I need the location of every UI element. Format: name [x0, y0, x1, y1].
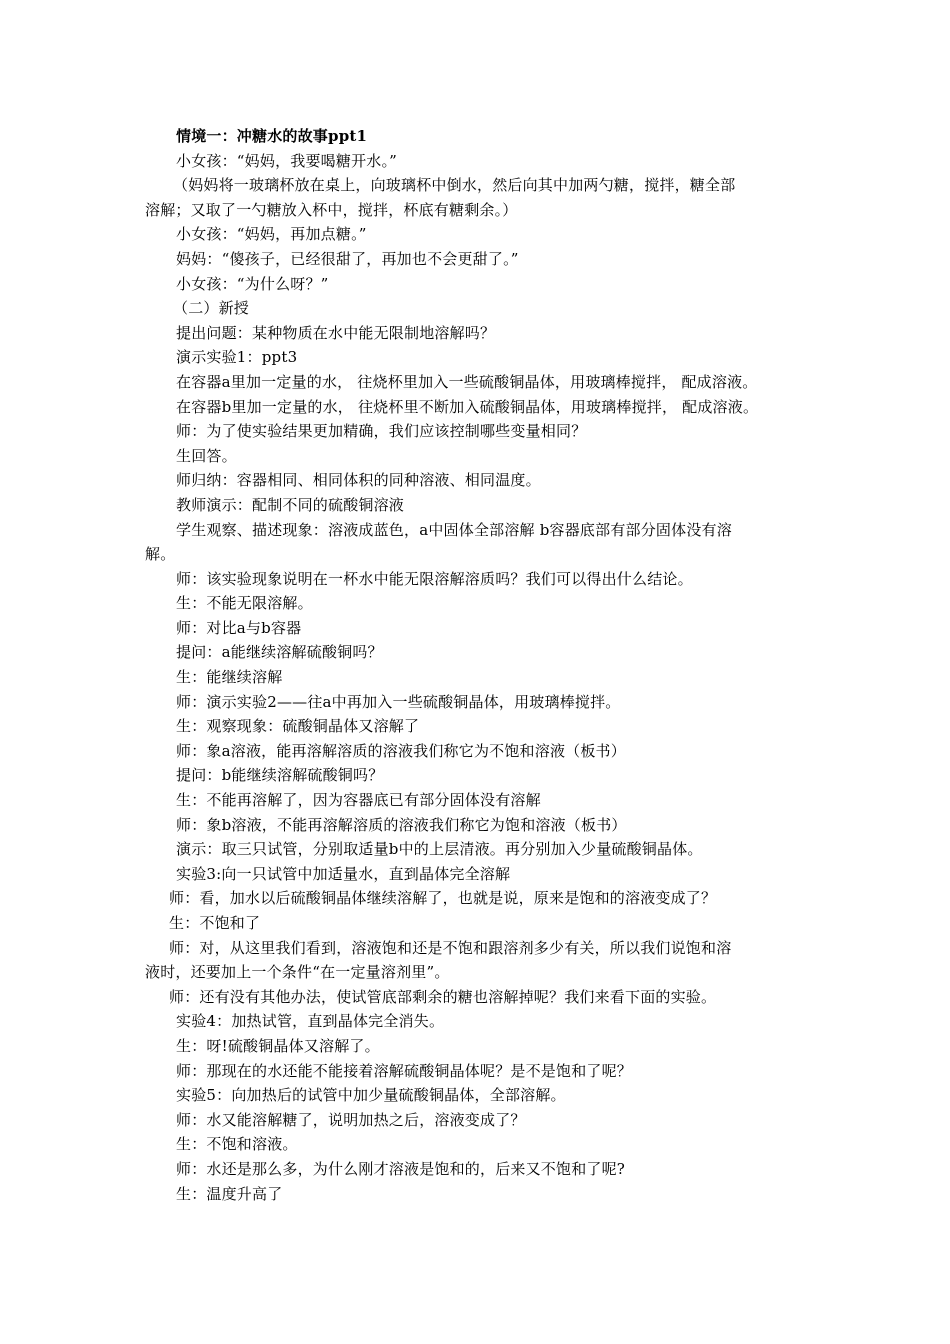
text-line: 小女孩：“妈妈，再加点糖。” [176, 225, 367, 244]
text-line: 生：不饱和了 [169, 914, 261, 932]
text-line: 液时，还要加上一个条件“在一定量溶剂里”。 [145, 963, 450, 982]
text-line: （二）新授 [173, 299, 250, 318]
text-line: 师：那现在的水还能不能接着溶解硫酸铜晶体呢？是不是饱和了呢？ [176, 1061, 633, 1080]
text-line: 演示实验1：ppt3 [176, 348, 298, 367]
text-line: 演示：取三只试管，分别取适量b中的上层清液。再分别加入少量硫酸铜晶体。 [176, 840, 703, 859]
text-line: 妈妈：“傻孩子，已经很甜了，再加也不会更甜了。” [176, 249, 519, 268]
text-line: 师：水又能溶解糖了，说明加热之后，溶液变成了？ [176, 1110, 526, 1129]
text-line: 生回答。 [176, 446, 237, 465]
text-line: 师：水还是那么多，为什么刚才溶液是饱和的，后来又不饱和了呢? [176, 1159, 626, 1178]
text-line: 生：不能无限溶解。 [176, 594, 313, 613]
text-line: 师：对，从这里我们看到，溶液饱和还是不饱和跟溶剂多少有关，所以我们说饱和溶 [169, 938, 732, 957]
text-line: 生：能继续溶解 [176, 668, 283, 687]
text-line: 提问：b能继续溶解硫酸铜吗？ [176, 766, 384, 785]
text-line: 师：为了使实验结果更加精确，我们应该控制哪些变量相同？ [176, 422, 587, 441]
text-line: 实验5：向加热后的试管中加少量硫酸铜晶体，全部溶解。 [176, 1086, 566, 1105]
text-line: 小女孩：“妈妈，我要喝糖开水。” [176, 151, 398, 170]
text-line: 师：还有没有其他办法，使试管底部剩余的糖也溶解掉呢？我们来看下面的实验。 [169, 987, 717, 1006]
text-line: 生：温度升高了 [176, 1184, 283, 1203]
text-line: 提问：a能继续溶解硫酸铜吗？ [176, 643, 383, 662]
text-line: 师：对比a与b容器 [176, 618, 302, 637]
text-line: 小女孩：“为什么呀？” [176, 274, 329, 293]
text-line: 生：不饱和溶液。 [176, 1135, 298, 1154]
text-line: 实验4：加热试管，直到晶体完全消失。 [176, 1012, 445, 1031]
text-line: 解。 [145, 545, 176, 564]
document-body [145, 124, 817, 1206]
text-line: 实验3:向一只试管中加适量水，直到晶体完全溶解 [176, 864, 511, 883]
text-line: 提出问题：某种物质在水中能无限制地溶解吗？ [176, 323, 496, 342]
text-line: 师：象a溶液，能再溶解溶质的溶液我们称它为不饱和溶液（板书） [176, 741, 626, 760]
text-line: 师：象b溶液，不能再溶解溶质的溶液我们称它为饱和溶液（板书） [176, 815, 627, 834]
text-line: 师：该实验现象说明在一杯水中能无限溶解溶质吗？我们可以得出什么结论。 [176, 569, 693, 588]
text-line: 生：不能再溶解了，因为容器底已有部分固体没有溶解 [176, 791, 541, 810]
text-line: 在容器a里加一定量的水， 往烧杯里加入一些硫酸铜晶体，用玻璃棒搅拌， 配成溶液。 [176, 372, 758, 391]
text-line: 师：看，加水以后硫酸铜晶体继续溶解了，也就是说，原来是饱和的溶液变成了？ [169, 889, 717, 908]
text-line: 溶解；又取了一勺糖放入杯中，搅拌，杯底有糖剩余。） [145, 200, 518, 219]
text-line: 师归纳：容器相同、相同体积的同种溶液、相同温度。 [176, 471, 541, 490]
text-line: （妈妈将一玻璃杯放在桌上，向玻璃杯中倒水，然后向其中加两勺糖，搅拌，糖全部 [173, 176, 736, 195]
text-line: 生：呀!硫酸铜晶体又溶解了。 [176, 1036, 380, 1055]
text-line: 教师演示：配制不同的硫酸铜溶液 [176, 495, 405, 514]
section-heading: 情境一：冲糖水的故事ppt1 [176, 127, 368, 145]
text-line: 生：观察现象：硫酸铜晶体又溶解了 [176, 717, 420, 736]
text-line: 学生观察、描述现象：溶液成蓝色，a中固体全部溶解 b容器底部有部分固体没有溶 [176, 520, 732, 539]
text-line: 在容器b里加一定量的水， 往烧杯里不断加入硫酸铜晶体，用玻璃棒搅拌， 配成溶液。 [176, 397, 759, 416]
text-line: 师：演示实验2——往a中再加入一些硫酸铜晶体，用玻璃棒搅拌。 [176, 692, 621, 711]
